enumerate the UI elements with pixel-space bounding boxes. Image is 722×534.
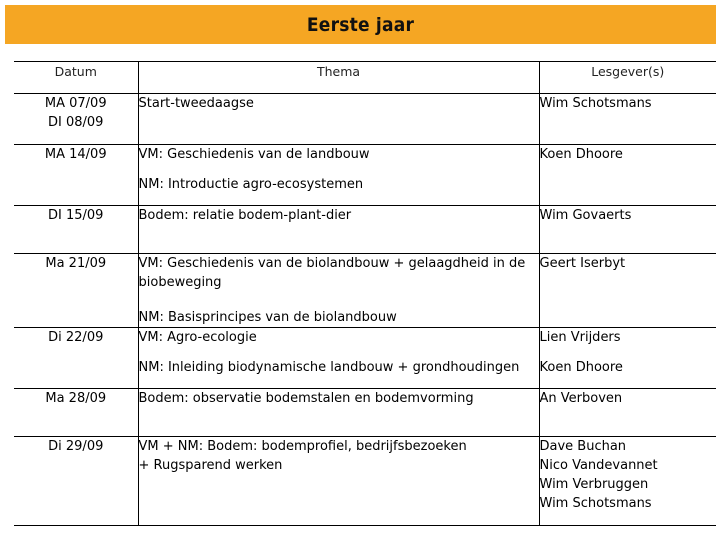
theme-cell [138,145,539,206]
teacher-name: Wim Schotsmans [539,96,652,111]
column-header-date: Datum [14,62,138,94]
teacher-name: Nico Vandevannet [539,458,658,473]
date-cell [14,328,138,389]
table-row [14,94,716,145]
date-cell [14,145,138,206]
theme-cell [138,254,539,328]
date-cell [14,206,138,254]
teacher-cell [539,328,716,389]
teacher-name: Koen Dhoore [539,147,623,162]
column-header-theme: Thema [138,62,539,94]
page-title: Eerste jaar [306,13,415,36]
date-cell [14,437,138,526]
theme-text: VM: Geschiedenis van de landbouw [138,147,370,162]
theme-text: NM: Inleiding biodynamische landbouw + grondhoudingen [138,360,520,375]
teacher-name: Geert Iserbyt [539,256,626,271]
theme-cell [138,328,539,389]
teacher-cell [539,437,716,526]
teacher-name: Lien Vrijders [539,330,621,345]
theme-text: Bodem: observatie bodemstalen en bodemvorming [138,391,474,406]
date-text: DI 15/09 [48,208,104,223]
theme-text: + Rugsparend werken [138,458,283,473]
teacher-name: Wim Verbruggen [539,477,649,492]
teacher-cell [539,389,716,437]
date-text: MA 14/09 [44,147,107,162]
teacher-name: Koen Dhoore [539,360,623,375]
date-text: Ma 21/09 [45,256,107,271]
table-header-row [14,62,716,94]
date-cell [14,254,138,328]
teacher-name: Wim Schotsmans [539,496,652,511]
date-text: Di 29/09 [48,439,104,454]
date-text: Di 22/09 [48,330,104,345]
theme-cell [138,206,539,254]
date-text: MA 07/09 [44,96,107,111]
table-row [14,254,716,328]
theme-text: VM: Agro-ecologie [138,330,257,345]
theme-cell [138,437,539,526]
table-row [14,206,716,254]
theme-text: NM: Introductie agro-ecosystemen [138,177,364,192]
theme-text: VM: Geschiedenis van de biolandbouw + gelaagdheid in de biobeweging [138,256,526,290]
theme-cell [138,389,539,437]
date-text: Ma 28/09 [45,391,107,406]
theme-text: NM: Basisprincipes van de biolandbouw [138,310,397,325]
teacher-cell [539,254,716,328]
table-row [14,145,716,206]
theme-text: Bodem: relatie bodem-plant-dier [138,208,352,223]
date-cell [14,389,138,437]
teacher-cell [539,206,716,254]
teacher-cell [539,94,716,145]
teacher-name: Wim Govaerts [539,208,632,223]
theme-cell [138,94,539,145]
column-header-teacher: Lesgever(s) [539,62,716,94]
date-cell [14,94,138,145]
table-row [14,389,716,437]
teacher-cell [539,145,716,206]
theme-text: VM + NM: Bodem: bodemprofiel, bedrijfsbezoeken [138,439,467,454]
theme-text: Start-tweedaagse [138,96,254,111]
table-row [14,328,716,389]
schedule-table [14,61,716,526]
teacher-name: An Verboven [539,391,623,406]
teacher-name: Dave Buchan [539,439,627,454]
date-text: DI 08/09 [48,115,104,130]
title-banner [5,5,716,44]
table-row [14,437,716,526]
